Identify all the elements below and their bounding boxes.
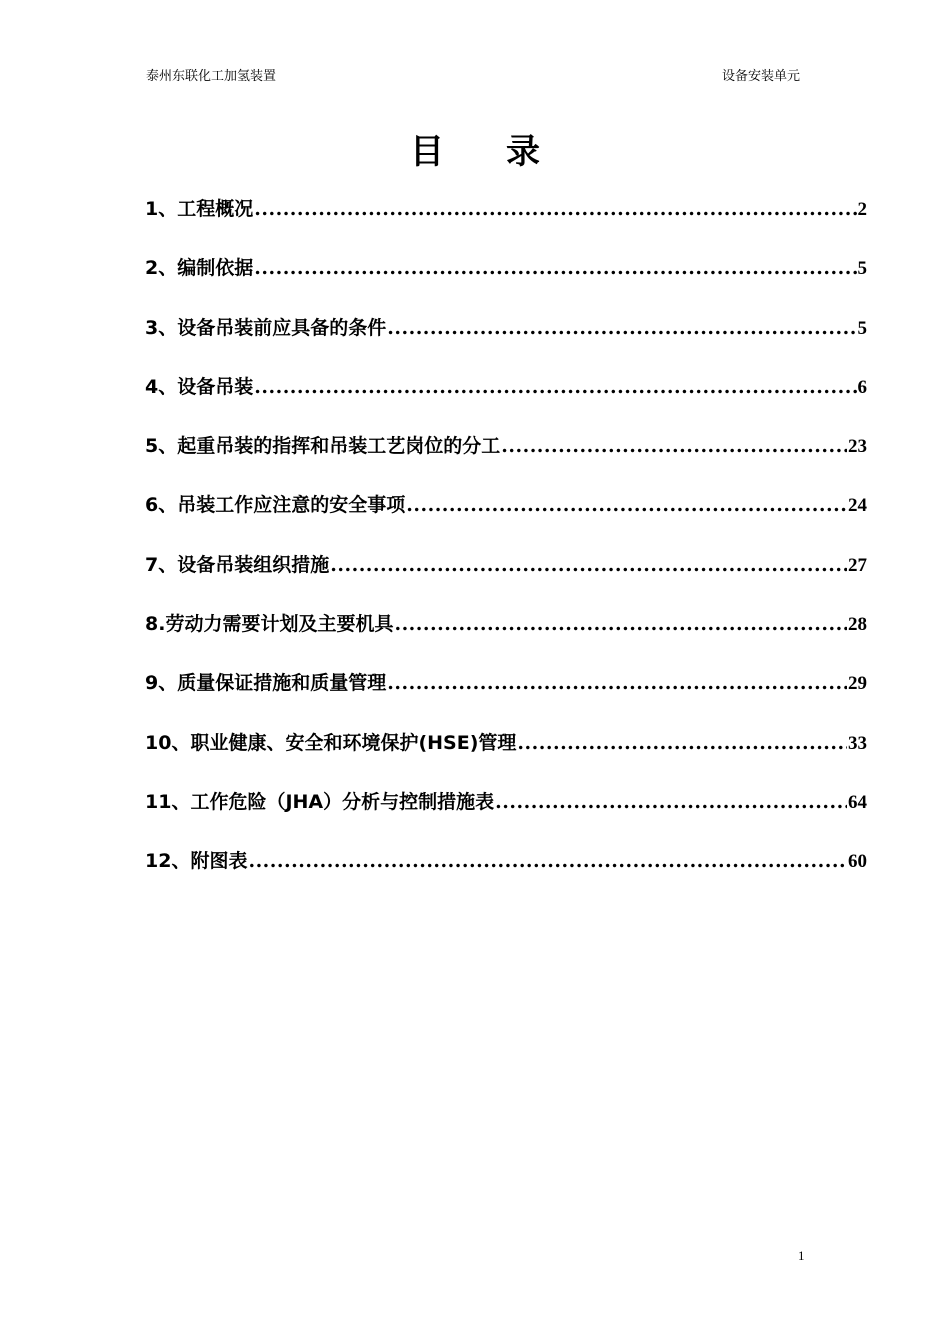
toc-entry[interactable] <box>145 788 867 847</box>
toc-entry-label: 5、起重吊装的指挥和吊装工艺岗位的分工 <box>145 435 501 458</box>
toc-entry-label: 4、设备吊装 <box>145 375 254 398</box>
footer-page-number: 1 <box>798 1248 805 1263</box>
toc-entry-page: 64 <box>848 791 867 813</box>
toc-entry-label: 6、吊装工作应注意的安全事项 <box>145 494 406 517</box>
toc-entry-page: 6 <box>857 376 867 398</box>
title-char-1: 目 <box>410 132 444 172</box>
toc-entry[interactable] <box>145 195 867 254</box>
toc-entry-label: 3、设备吊装前应具备的条件 <box>145 316 387 339</box>
toc-entry-page: 5 <box>857 258 867 280</box>
toc-entry-page: 24 <box>848 495 867 517</box>
toc-entry-page: 60 <box>848 851 867 873</box>
toc-dot-leader <box>254 254 856 282</box>
toc-dot-leader <box>406 491 847 519</box>
toc-entry[interactable] <box>145 314 867 373</box>
toc-entry[interactable] <box>145 373 867 432</box>
toc-dot-leader <box>248 847 847 875</box>
toc-dot-leader <box>501 432 847 460</box>
toc-entry-page: 28 <box>848 614 867 636</box>
toc-entry[interactable] <box>145 729 867 788</box>
toc-entry[interactable] <box>145 669 867 728</box>
toc-dot-leader <box>330 551 847 579</box>
toc-entry[interactable] <box>145 551 867 610</box>
toc-entry-label: 11、工作危险（JHA）分析与控制措施表 <box>145 790 495 813</box>
toc-entry-label: 1、工程概况 <box>145 198 254 220</box>
toc-entry-label: 12、附图表 <box>145 850 248 873</box>
toc-dot-leader <box>387 314 856 342</box>
toc-entry[interactable] <box>145 491 867 550</box>
toc-dot-leader <box>394 610 847 638</box>
toc-entry[interactable] <box>145 254 867 313</box>
toc-entry-page: 27 <box>848 554 867 576</box>
toc-dot-leader <box>495 788 847 816</box>
toc-entry-page: 2 <box>857 199 867 220</box>
toc-dot-leader <box>254 195 856 223</box>
toc-dot-leader <box>254 373 856 401</box>
toc-entry-label: 10、职业健康、安全和环境保护(HSE)管理 <box>145 731 517 754</box>
header-unit-name: 设备安装单元 <box>722 69 801 84</box>
toc-entry-page: 29 <box>848 673 867 695</box>
table-of-contents <box>145 195 867 907</box>
toc-dot-leader <box>517 729 847 757</box>
toc-entry-page: 23 <box>848 436 867 458</box>
toc-entry-page: 5 <box>857 317 867 339</box>
page-title <box>0 130 950 174</box>
toc-entry-label: 2、编制依据 <box>145 257 254 280</box>
toc-entry-label: 9、质量保证措施和质量管理 <box>145 672 387 695</box>
toc-entry[interactable] <box>145 432 867 491</box>
toc-entry-label: 7、设备吊装组织措施 <box>145 553 330 576</box>
title-char-2: 录 <box>506 132 540 172</box>
toc-entry[interactable] <box>145 610 867 669</box>
toc-entry-page: 33 <box>848 732 867 754</box>
toc-dot-leader <box>387 669 847 697</box>
toc-entry-label: 8.劳动力需要计划及主要机具 <box>145 613 394 636</box>
header-project-name: 泰州东联化工加氢装置 <box>146 69 277 84</box>
toc-entry[interactable] <box>145 847 867 906</box>
